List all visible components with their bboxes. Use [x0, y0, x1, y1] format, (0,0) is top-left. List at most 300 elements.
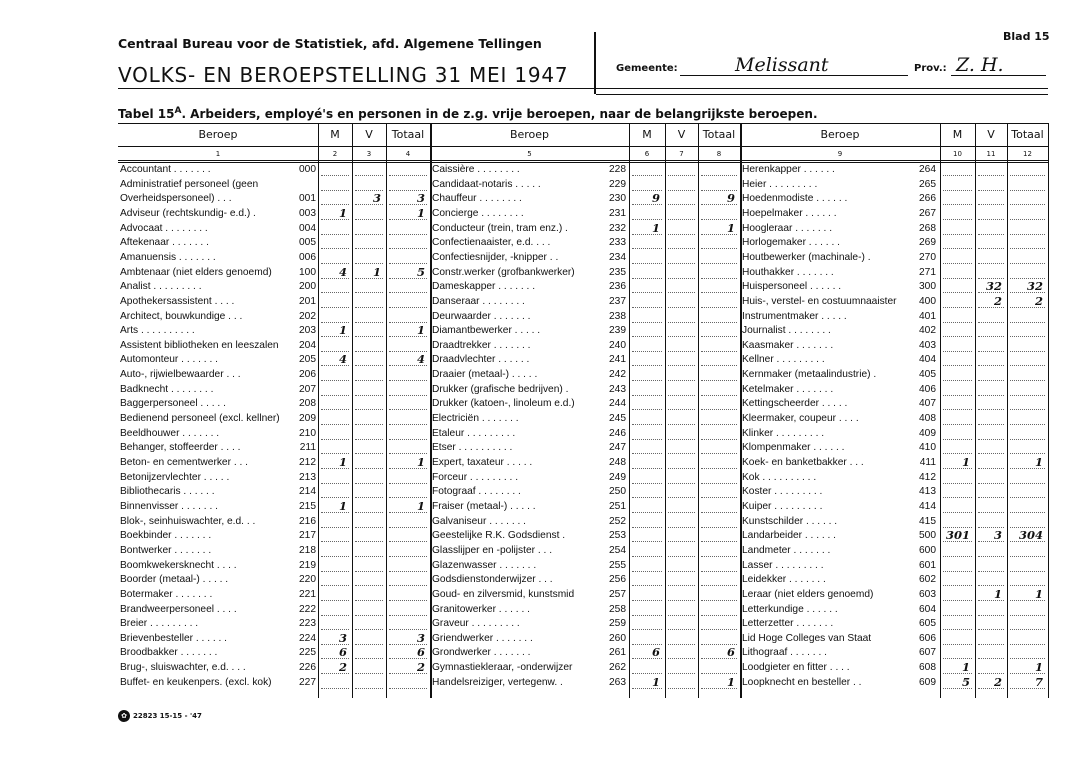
occupation-label: Houtbewerker (machinale-) . — [742, 251, 871, 263]
entry-line — [1010, 615, 1045, 616]
entry-line — [355, 483, 383, 484]
entry-line — [355, 175, 383, 176]
occupation-code: 401 — [919, 310, 936, 322]
occupation-label: Houthakker . . . . . . . — [742, 266, 834, 278]
entry-line — [978, 322, 1004, 323]
occupation-code: 209 — [299, 413, 316, 425]
entry-line — [321, 439, 349, 440]
column-header-totaal: Totaal — [1011, 128, 1044, 141]
column-number: 6 — [644, 150, 650, 158]
occupation-code: 231 — [609, 207, 626, 219]
handwritten-t-value: 6 — [416, 645, 425, 660]
entry-line — [668, 351, 695, 352]
entry-line — [943, 351, 972, 352]
occupation-code: 201 — [299, 295, 316, 307]
entry-line — [668, 585, 695, 586]
entry-line — [701, 483, 737, 484]
occupation-code: 236 — [609, 281, 626, 293]
occupation-label: Kleermaker, coupeur . . . . — [742, 413, 859, 425]
occupation-label: Fraiser (metaal-) . . . . . — [432, 500, 536, 512]
printer-logo-icon: ✿ — [118, 710, 130, 722]
column-number: 2 — [332, 150, 338, 158]
occupation-code: 264 — [919, 164, 936, 175]
entry-line — [701, 292, 737, 293]
header-bottom-rule — [118, 146, 1048, 147]
entry-line — [701, 512, 737, 513]
occupation-code: 267 — [919, 207, 936, 219]
entry-line — [943, 322, 972, 323]
entry-line — [355, 336, 383, 337]
entry-line — [389, 527, 427, 528]
entry-line — [668, 468, 695, 469]
handwritten-t-value: 6 — [726, 645, 735, 660]
occupation-label: Botermaker . . . . . . . — [120, 588, 213, 600]
table-caption — [118, 106, 818, 121]
occupation-label: Brievenbesteller . . . . . . — [120, 632, 228, 644]
occupation-label: Lasser . . . . . . . . . — [742, 559, 824, 571]
handwritten-m-value: 1 — [338, 498, 347, 513]
entry-line — [355, 307, 383, 308]
occupation-label: Kaasmaker . . . . . . . — [742, 339, 834, 351]
entry-line — [632, 629, 662, 630]
occupation-code: 271 — [919, 266, 936, 278]
occupation-code: 261 — [609, 647, 626, 659]
entry-line — [632, 556, 662, 557]
handwritten-m-value: 301 — [945, 528, 970, 543]
entry-line — [1010, 351, 1045, 352]
occupation-code: 266 — [919, 193, 936, 205]
entry-line — [632, 468, 662, 469]
entry-line — [701, 409, 737, 410]
occupation-label: Klinker . . . . . . . . . — [742, 427, 825, 439]
entry-line — [978, 497, 1004, 498]
occupation-code: 601 — [919, 559, 936, 571]
occupation-code: 232 — [609, 222, 626, 234]
entry-line — [1010, 248, 1045, 249]
occupation-code: 411 — [919, 457, 936, 468]
occupation-label: Ambtenaar (niet elders genoemd) — [120, 266, 272, 278]
occupation-label: Danseraar . . . . . . . . — [432, 295, 525, 307]
column-divider — [940, 123, 941, 698]
entry-line — [668, 497, 695, 498]
occupation-label: Galvaniseur . . . . . . . — [432, 515, 526, 527]
occupation-label: Draadtrekker . . . . . . . — [432, 339, 531, 351]
entry-line — [389, 615, 427, 616]
occupation-code: 256 — [609, 574, 626, 586]
entry-line — [355, 351, 383, 352]
handwritten-t-value: 1 — [416, 455, 425, 469]
page-number: Blad 15 — [1003, 30, 1050, 43]
handwritten-t-value: 5 — [416, 264, 425, 279]
occupation-code: 415 — [919, 515, 936, 527]
entry-line — [1010, 556, 1045, 557]
entry-line — [701, 380, 737, 381]
entry-line — [355, 322, 383, 323]
handwritten-t-value: 3 — [416, 191, 425, 206]
entry-line — [321, 600, 349, 601]
entry-line — [321, 556, 349, 557]
occupation-code: 258 — [609, 603, 626, 615]
entry-line — [355, 248, 383, 249]
occupation-label: Apothekersassistent . . . . — [120, 295, 235, 307]
occupation-code: 205 — [299, 354, 316, 366]
entry-line — [668, 673, 695, 674]
occupation-code: 218 — [299, 544, 316, 556]
entry-line — [943, 409, 972, 410]
occupation-code: 248 — [609, 457, 626, 468]
form-print-code: 22823 15-15 - '47 — [133, 712, 202, 720]
entry-line — [943, 585, 972, 586]
occupation-label: Automonteur . . . . . . . — [120, 354, 218, 366]
entry-line — [355, 234, 383, 235]
entry-line — [355, 600, 383, 601]
entry-line — [1010, 512, 1045, 513]
occupation-label: Boorder (metaal-) . . . . . — [120, 574, 229, 586]
entry-line — [355, 571, 383, 572]
occupation-label: Badknecht . . . . . . . . — [120, 383, 214, 395]
column-header-totaal: Totaal — [391, 128, 425, 141]
column-header-beroep: Beroep — [820, 128, 860, 141]
entry-line — [943, 629, 972, 630]
occupation-code: 217 — [299, 530, 316, 542]
occupation-code: 250 — [609, 486, 626, 498]
entry-line — [1010, 380, 1045, 381]
occupation-code: 243 — [609, 383, 626, 395]
occupation-code: 260 — [609, 632, 626, 644]
entry-line — [632, 483, 662, 484]
occupation-label: Amanuensis . . . . . . . — [120, 251, 216, 263]
entry-line — [355, 365, 383, 366]
column-divider — [975, 123, 976, 698]
occupation-code: 234 — [609, 251, 626, 263]
occupation-label: Brug-, sluiswachter, e.d. . . . — [120, 662, 246, 674]
occupation-label: Administratief personeel (geen — [120, 178, 259, 190]
occupation-code: 409 — [919, 427, 936, 439]
occupation-label: Aftekenaar . . . . . . . — [120, 237, 209, 249]
column-divider — [629, 123, 630, 698]
occupation-label: Grondwerker . . . . . . . — [432, 647, 531, 659]
column-number: 8 — [716, 150, 722, 158]
handwritten-t-value: 32 — [1026, 279, 1043, 294]
entry-line — [632, 600, 662, 601]
handwritten-m-value: 9 — [651, 191, 660, 206]
occupation-code: 003 — [299, 207, 316, 219]
occupation-label: Confectiesnijder, -knipper . . — [432, 251, 559, 263]
entry-line — [701, 424, 737, 425]
entry-line — [701, 468, 737, 469]
occupation-label: Binnenvisser . . . . . . . — [120, 500, 218, 512]
entry-line — [632, 409, 662, 410]
occupation-code: 210 — [299, 427, 316, 439]
occupation-label: Landarbeider . . . . . . — [742, 530, 837, 542]
occupation-code: 206 — [299, 369, 316, 381]
entry-line — [632, 292, 662, 293]
entry-line — [943, 571, 972, 572]
occupation-label: Kellner . . . . . . . . . — [742, 354, 825, 366]
entry-line — [978, 556, 1004, 557]
entry-line — [389, 688, 427, 689]
occupation-code: 242 — [609, 369, 626, 381]
occupation-code: 239 — [609, 325, 626, 337]
entry-line — [701, 527, 737, 528]
entry-line — [668, 541, 695, 542]
occupation-code: 245 — [609, 413, 626, 425]
occupation-label: Instrumentmaker . . . . . — [742, 310, 847, 322]
occupation-code: 253 — [609, 530, 626, 542]
entry-line — [978, 365, 1004, 366]
occupation-label: Hoepelmaker . . . . . . — [742, 207, 837, 219]
occupation-label: Hoedenmodiste . . . . . . — [742, 193, 848, 205]
entry-line — [943, 439, 972, 440]
entry-line — [355, 439, 383, 440]
entry-line — [632, 322, 662, 323]
occupation-code: 215 — [299, 500, 316, 512]
entry-line — [321, 190, 349, 191]
entry-line — [978, 658, 1004, 659]
occupation-label: Bontwerker . . . . . . . — [120, 544, 212, 556]
entry-line — [943, 483, 972, 484]
occupation-label: Goud- en zilversmid, kunstsmid — [432, 588, 575, 600]
occupation-code: 251 — [609, 500, 626, 512]
occupation-label: Lid Hoge Colleges van Staat — [742, 632, 872, 644]
entry-line — [389, 234, 427, 235]
entry-line — [668, 629, 695, 630]
occupation-label: Herenkapper . . . . . . — [742, 164, 835, 175]
entry-line — [632, 541, 662, 542]
handwritten-t-value: 1 — [1034, 586, 1043, 601]
entry-line — [355, 497, 383, 498]
entry-line — [632, 336, 662, 337]
handwritten-v-value: 2 — [993, 674, 1002, 689]
occupation-label: Granitowerker . . . . . . — [432, 603, 530, 615]
handwritten-t-value: 1 — [726, 220, 735, 235]
entry-line — [943, 556, 972, 557]
handwritten-m-value: 1 — [651, 220, 660, 235]
occupation-code: 229 — [609, 178, 626, 190]
occupation-code: 204 — [299, 339, 316, 351]
handwritten-m-value: 2 — [338, 660, 347, 675]
occupation-code: 208 — [299, 398, 316, 410]
column-divider — [1007, 123, 1008, 698]
entry-line — [943, 292, 972, 293]
entry-line — [701, 395, 737, 396]
column-number: 11 — [986, 150, 996, 158]
occupation-code: 605 — [919, 618, 936, 630]
occupation-label: Klompenmaker . . . . . . — [742, 442, 845, 454]
occupation-code: 221 — [299, 588, 316, 600]
header-rule — [118, 88, 1048, 89]
occupation-label: Lithograaf . . . . . . . — [742, 647, 827, 659]
entry-line — [701, 322, 737, 323]
occupation-label: Boekbinder . . . . . . . — [120, 530, 212, 542]
entry-line — [943, 424, 972, 425]
entry-line — [668, 688, 695, 689]
occupation-code: 100 — [299, 266, 316, 278]
occupation-label: Kernmaker (metaalindustrie) . — [742, 369, 877, 381]
entry-line — [389, 556, 427, 557]
occupation-code: 207 — [299, 383, 316, 395]
column-header-v: V — [677, 128, 686, 141]
entry-line — [1010, 424, 1045, 425]
entry-line — [1010, 263, 1045, 264]
occupation-label: Betonijzervlechter . . . . . — [120, 471, 230, 483]
occupation-label: Boomkwekersknecht . . . . — [120, 559, 237, 571]
handwritten-t-value: 1 — [1034, 455, 1043, 469]
handwritten-v-value: 1 — [372, 264, 381, 279]
entry-line — [321, 175, 349, 176]
occupation-label: Baggerpersoneel . . . . . — [120, 398, 226, 410]
occupation-code: 269 — [919, 237, 936, 249]
entry-line — [1010, 644, 1045, 645]
occupation-code: 240 — [609, 339, 626, 351]
entry-line — [389, 585, 427, 586]
entry-line — [701, 497, 737, 498]
occupation-code: 257 — [609, 588, 626, 600]
occupation-code: 300 — [919, 281, 936, 293]
entry-line — [355, 615, 383, 616]
entry-line — [943, 512, 972, 513]
entry-line — [978, 219, 1004, 220]
entry-line — [943, 380, 972, 381]
handwritten-v-value: 32 — [985, 279, 1002, 294]
entry-line — [701, 615, 737, 616]
occupation-label: Leidekker . . . . . . . — [742, 574, 826, 586]
entry-line — [321, 585, 349, 586]
occupation-code: 608 — [919, 662, 936, 674]
entry-line — [321, 395, 349, 396]
entry-line — [355, 424, 383, 425]
entry-line — [943, 307, 972, 308]
occupation-code: 413 — [919, 486, 936, 498]
occupation-code: 214 — [299, 486, 316, 498]
entry-line — [1010, 234, 1045, 235]
occupation-label: Candidaat-notaris . . . . . — [432, 178, 541, 190]
occupation-code: 414 — [919, 500, 936, 512]
occupation-label: Overheidspersoneel) . . . — [120, 193, 232, 205]
entry-line — [632, 263, 662, 264]
handwritten-m-value: 6 — [651, 645, 660, 660]
occupation-code: 225 — [299, 647, 316, 659]
column-divider — [665, 123, 666, 698]
entry-line — [701, 629, 737, 630]
handwritten-v-value: 2 — [993, 293, 1002, 308]
entry-line — [389, 409, 427, 410]
occupation-code: 403 — [919, 339, 936, 351]
entry-line — [389, 439, 427, 440]
occupation-code: 270 — [919, 251, 936, 263]
entry-line — [632, 571, 662, 572]
occupation-code: 212 — [299, 457, 316, 468]
handwritten-m-value: 1 — [961, 455, 970, 469]
entry-line — [389, 248, 427, 249]
occupation-code: 224 — [299, 632, 316, 644]
entry-line — [321, 571, 349, 572]
entry-line — [321, 307, 349, 308]
entry-line — [355, 688, 383, 689]
occupation-label: Analist . . . . . . . . . — [120, 281, 202, 293]
entry-line — [943, 600, 972, 601]
entry-line — [701, 541, 737, 542]
occupation-label: Kuiper . . . . . . . . . — [742, 500, 823, 512]
occupation-code: 202 — [299, 310, 316, 322]
entry-line — [978, 629, 1004, 630]
occupation-code: 241 — [609, 354, 626, 366]
occupation-label: Letterzetter . . . . . . . — [742, 618, 834, 630]
column-divider — [1048, 123, 1049, 698]
gemeente-value: Melissant — [735, 54, 829, 76]
entry-line — [668, 571, 695, 572]
occupation-code: 406 — [919, 383, 936, 395]
occupation-label: Etaleur . . . . . . . . . — [432, 427, 516, 439]
entry-line — [943, 190, 972, 191]
entry-line — [355, 380, 383, 381]
occupation-label: Leraar (niet elders genoemd) — [742, 588, 874, 600]
entry-line — [355, 453, 383, 454]
column-header-v: V — [365, 128, 373, 141]
entry-line — [978, 395, 1004, 396]
entry-line — [701, 175, 737, 176]
entry-line — [978, 615, 1004, 616]
entry-line — [321, 688, 349, 689]
occupation-label: Draaier (metaal-) . . . . . — [432, 369, 538, 381]
handwritten-v-value: 1 — [993, 586, 1002, 601]
occupation-label: Behanger, stoffeerder . . . . — [120, 442, 241, 454]
entry-line — [943, 219, 972, 220]
occupation-label: Concierge . . . . . . . . — [432, 207, 524, 219]
entry-line — [943, 644, 972, 645]
entry-line — [389, 395, 427, 396]
entry-line — [632, 307, 662, 308]
occupation-label: Journalist . . . . . . . . — [742, 325, 831, 337]
entry-line — [632, 615, 662, 616]
entry-line — [668, 307, 695, 308]
occupation-label: Architect, bouwkundige . . . — [120, 310, 243, 322]
occupation-code: 006 — [299, 251, 316, 263]
occupation-label: Gymnastiekleraar, -onderwijzer — [432, 662, 573, 674]
entry-line — [668, 395, 695, 396]
occupation-code: 230 — [609, 193, 626, 205]
handwritten-m-value: 1 — [338, 205, 347, 220]
entry-line — [668, 175, 695, 176]
entry-line — [668, 453, 695, 454]
entry-line — [701, 585, 737, 586]
occupation-code: 233 — [609, 237, 626, 249]
handwritten-t-value: 1 — [416, 498, 425, 513]
entry-line — [978, 351, 1004, 352]
entry-line — [1010, 204, 1045, 205]
entry-line — [978, 248, 1004, 249]
occupation-code: 500 — [919, 530, 936, 542]
entry-line — [668, 600, 695, 601]
entry-line — [668, 556, 695, 557]
entry-line — [632, 395, 662, 396]
entry-line — [389, 571, 427, 572]
entry-line — [978, 453, 1004, 454]
entry-line — [321, 615, 349, 616]
entry-line — [355, 629, 383, 630]
occupation-code: 607 — [919, 647, 936, 659]
entry-line — [632, 278, 662, 279]
entry-line — [668, 615, 695, 616]
occupation-code: 412 — [919, 471, 936, 483]
entry-line — [389, 175, 427, 176]
entry-line — [943, 395, 972, 396]
entry-line — [701, 336, 737, 337]
column-number: 1 — [215, 150, 221, 158]
entry-line — [668, 234, 695, 235]
entry-line — [632, 424, 662, 425]
entry-line — [668, 424, 695, 425]
